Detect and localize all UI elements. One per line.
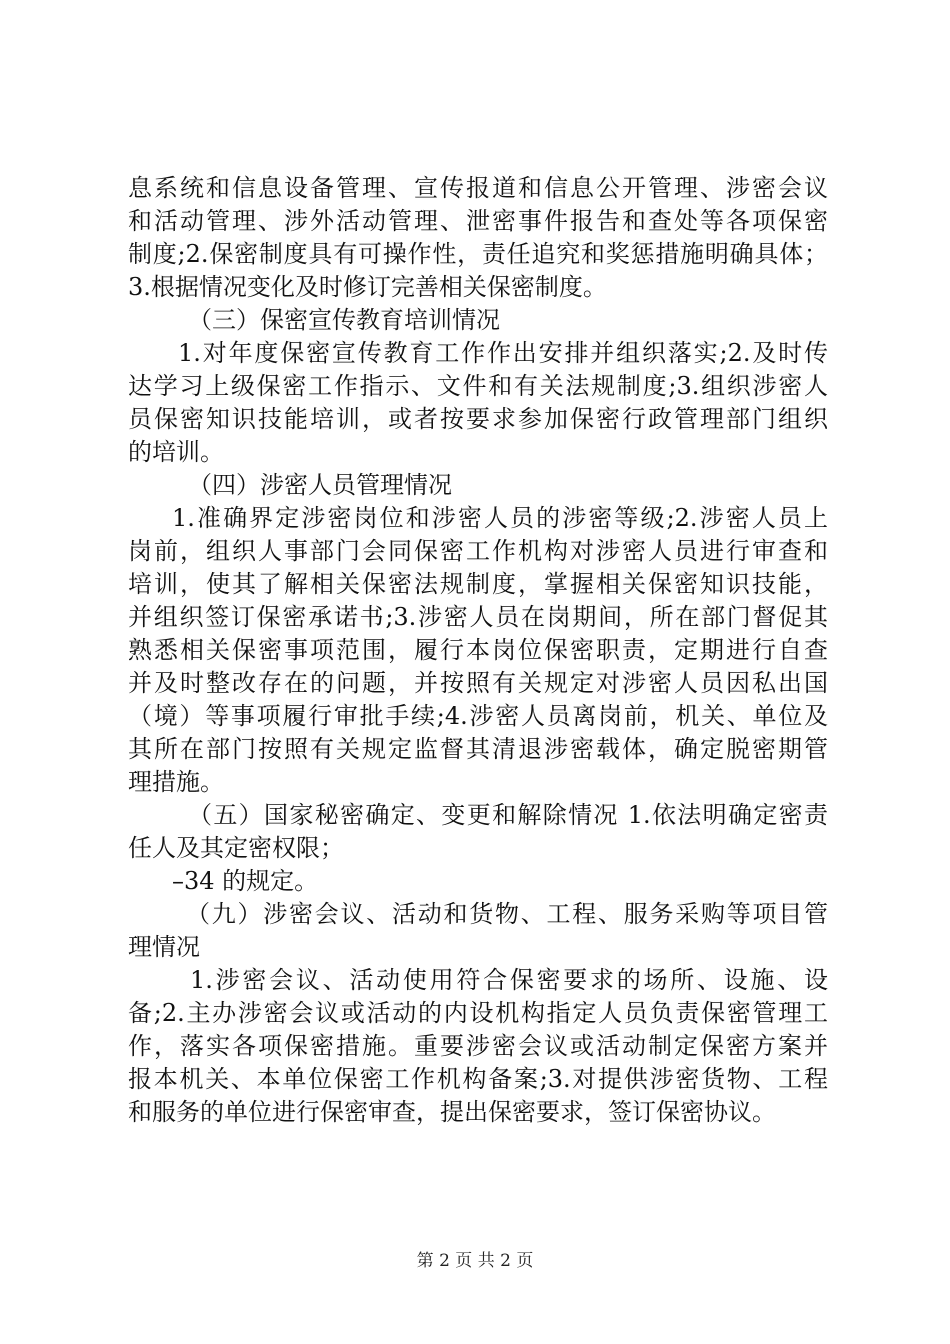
text-line: 1.对年度保密宣传教育工作作出安排并组织落实;2.及时传 xyxy=(178,339,828,367)
text-line: 的培训。 xyxy=(128,438,224,466)
text-line: 并及时整改存在的问题，并按照有关规定对涉密人员因私出国 xyxy=(128,669,828,697)
text-line: 备;2.主办涉密会议或活动的内设机构指定人员负责保密管理工 xyxy=(128,999,828,1027)
page-footer xyxy=(0,1246,950,1271)
text-line: 岗前，组织人事部门会同保密工作机构对涉密人员进行审查和 xyxy=(128,537,828,565)
section-heading-4: （四）涉密人员管理情况 xyxy=(188,471,452,499)
text-line: 熟悉相关保密事项范围，履行本岗位保密职责，定期进行自查 xyxy=(128,636,828,664)
text-line: 任人及其定密权限； xyxy=(128,834,344,862)
text-line: 作，落实各项保密措施。重要涉密会议或活动制定保密方案并 xyxy=(128,1032,828,1060)
text-line: 1.涉密会议、活动使用符合保密要求的场所、设施、设 xyxy=(190,966,828,994)
text-line: 1.准确界定涉密岗位和涉密人员的涉密等级;2.涉密人员上 xyxy=(172,504,828,532)
document-body xyxy=(128,172,828,1129)
page-number-label: 第 2 页 共 2 页 xyxy=(416,1251,534,1271)
text-line: 并组织签订保密承诺书;3.涉密人员在岗期间，所在部门督促其 xyxy=(128,603,828,631)
text-line: –34 的规定。 xyxy=(172,867,319,895)
text-line: 息系统和信息设备管理、宣传报道和信息公开管理、涉密会议 xyxy=(128,174,828,202)
text-line: 和活动管理、涉外活动管理、泄密事件报告和查处等各项保密 xyxy=(128,207,828,235)
text-line: 理情况 xyxy=(128,933,200,961)
text-line: 员保密知识技能培训，或者按要求参加保密行政管理部门组织 xyxy=(128,405,828,433)
text-line: 理措施。 xyxy=(128,768,224,796)
text-line: 和服务的单位进行保密审查，提出保密要求，签订保密协议。 xyxy=(128,1098,776,1126)
text-line: （境）等事项履行审批手续;4.涉密人员离岗前，机关、单位及 xyxy=(128,702,828,730)
section-heading-9: （九）涉密会议、活动和货物、工程、服务采购等项目管 xyxy=(186,900,828,928)
text-line: 其所在部门按照有关规定监督其清退涉密载体，确定脱密期管 xyxy=(128,735,828,763)
text-line: 制度;2.保密制度具有可操作性，责任追究和奖惩措施明确具体； xyxy=(128,240,828,268)
text-line: 培训，使其了解相关保密法规制度，掌握相关保密知识技能， xyxy=(128,570,828,598)
section-heading-3: （三）保密宣传教育培训情况 xyxy=(188,306,500,334)
text-line: 达学习上级保密工作指示、文件和有关法规制度;3.组织涉密人 xyxy=(128,372,828,400)
section-heading-5: （五）国家秘密确定、变更和解除情况 1.依法明确定密责 xyxy=(188,801,828,829)
text-line: 报本机关、本单位保密工作机构备案;3.对提供涉密货物、工程 xyxy=(128,1065,828,1093)
text-line: 3.根据情况变化及时修订完善相关保密制度。 xyxy=(128,273,607,301)
